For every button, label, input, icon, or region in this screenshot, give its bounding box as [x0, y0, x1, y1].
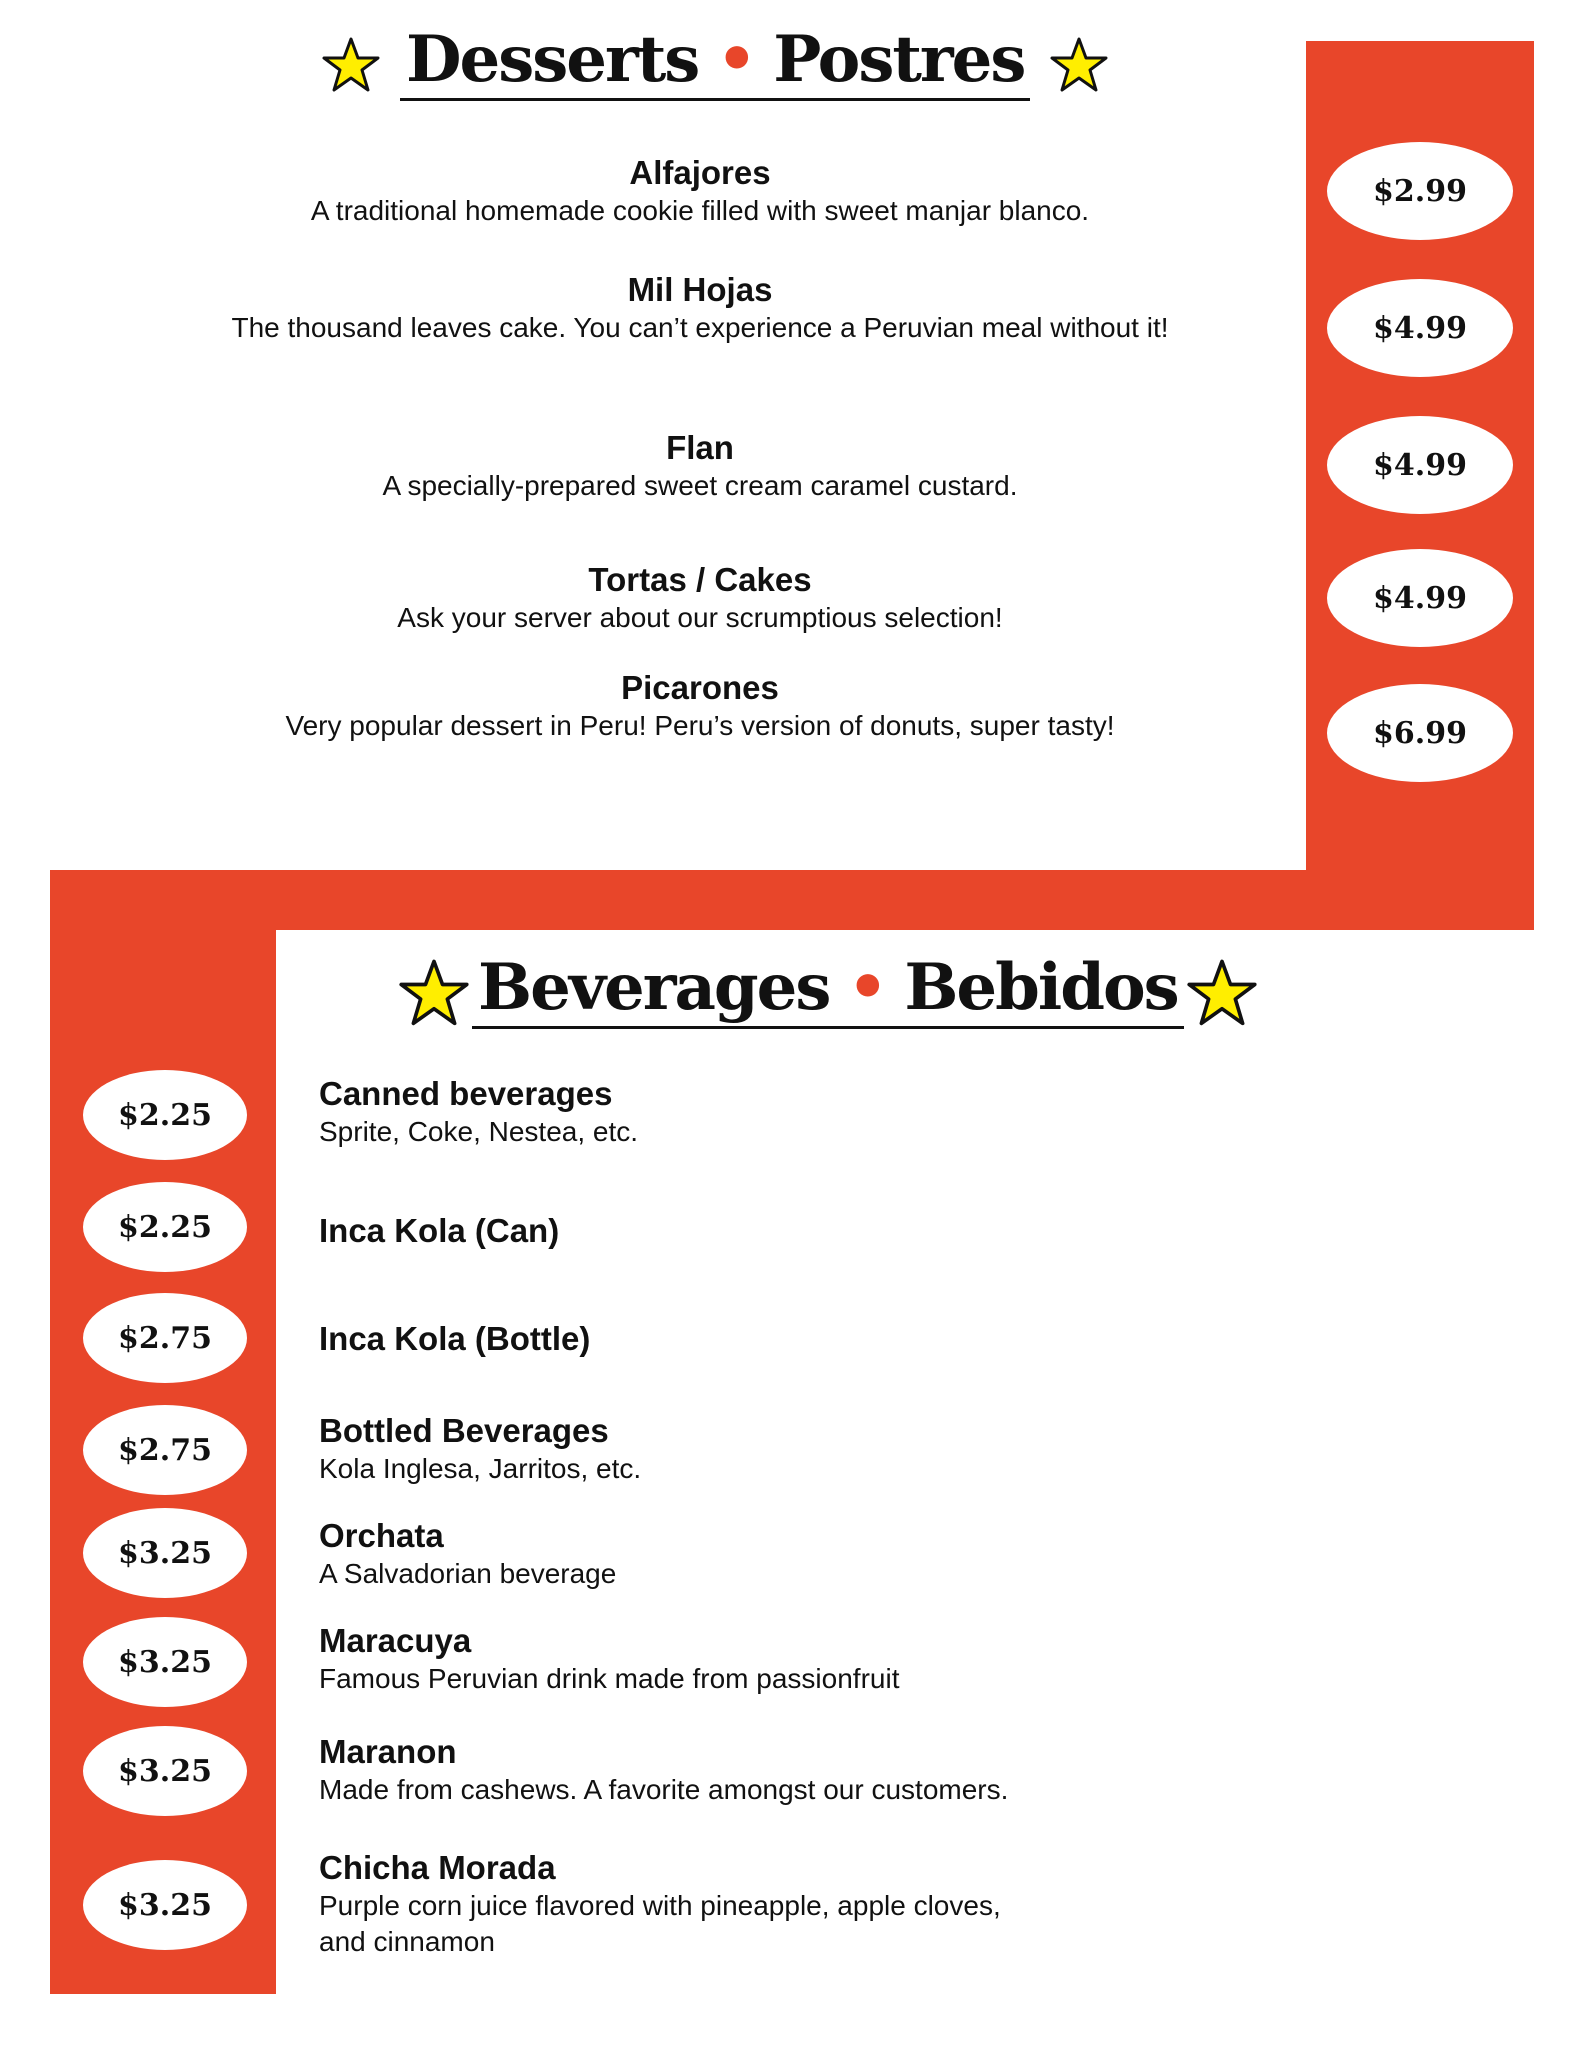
dessert-item [150, 153, 1250, 229]
item-name: Bottled Beverages [319, 1412, 609, 1449]
price-badge: $2.75 [83, 1405, 247, 1495]
item-name: Alfajores [629, 154, 771, 191]
beverage-item [319, 1319, 1219, 1359]
beverage-item [319, 1411, 1219, 1487]
beverage-item [319, 1732, 1219, 1808]
item-description: A Salvadorian beverage [319, 1558, 617, 1589]
beverage-item [319, 1621, 1219, 1697]
item-name: Picarones [621, 669, 779, 706]
dessert-item [150, 560, 1250, 636]
beverage-item [319, 1074, 1219, 1150]
beverages-heading [398, 950, 1258, 1029]
item-description-continued: and cinnamon [319, 1926, 495, 1957]
item-name: Mil Hojas [627, 271, 773, 308]
item-name: Canned beverages [319, 1075, 613, 1112]
beverages-title [472, 950, 1184, 1029]
item-description: Made from cashews. A favorite amongst our customers. [319, 1774, 1009, 1805]
star-icon [322, 37, 380, 93]
item-description: Kola Inglesa, Jarritos, etc. [319, 1453, 642, 1484]
price-badge: $3.25 [83, 1508, 247, 1598]
item-description: Sprite, Coke, Nestea, etc. [319, 1116, 639, 1147]
price-badge: $2.99 [1327, 142, 1513, 240]
dessert-item [150, 428, 1250, 504]
title-separator: • [847, 950, 887, 1025]
item-description: Purple corn juice flavored with pineapple, apple cloves, [319, 1890, 1001, 1921]
beverage-item [319, 1848, 1219, 1960]
price-badge: $3.25 [83, 1860, 247, 1950]
item-name: Inca Kola (Bottle) [319, 1320, 591, 1357]
beverage-item [319, 1516, 1219, 1592]
desserts-title [400, 22, 1030, 101]
item-description: Famous Peruvian drink made from passionfruit [319, 1663, 900, 1694]
item-name: Tortas / Cakes [588, 561, 812, 598]
item-description: Ask your server about our scrumptious selection! [397, 602, 1003, 633]
item-description: Very popular dessert in Peru! Peru’s version of donuts, super tasty! [285, 710, 1115, 741]
price-badge: $3.25 [83, 1726, 247, 1816]
price-badge: $3.25 [83, 1617, 247, 1707]
desserts-heading [322, 22, 1108, 101]
star-icon [398, 959, 470, 1027]
desserts-title-en: Desserts [406, 22, 699, 97]
item-description: The thousand leaves cake. You can’t experience a Peruvian meal without it! [231, 312, 1169, 343]
item-name: Inca Kola (Can) [319, 1212, 560, 1249]
item-name: Flan [666, 429, 734, 466]
price-badge: $2.25 [83, 1182, 247, 1272]
item-description: A specially-prepared sweet cream caramel custard. [382, 470, 1018, 501]
beverage-item [319, 1211, 1219, 1251]
star-icon [1186, 959, 1258, 1027]
title-separator: • [716, 22, 756, 97]
item-name: Orchata [319, 1517, 444, 1554]
price-badge: $2.25 [83, 1070, 247, 1160]
dessert-item [150, 270, 1250, 346]
price-badge: $4.99 [1327, 279, 1513, 377]
beverages-title-es: Bebidos [904, 950, 1178, 1025]
item-name: Chicha Morada [319, 1849, 556, 1886]
beverages-title-en: Beverages [478, 950, 830, 1025]
dessert-item [150, 668, 1250, 744]
star-icon [1050, 37, 1108, 93]
desserts-title-es: Postres [773, 22, 1025, 97]
price-badge: $2.75 [83, 1293, 247, 1383]
item-description: A traditional homemade cookie filled with sweet manjar blanco. [310, 195, 1090, 226]
price-badge: $4.99 [1327, 416, 1513, 514]
item-name: Maranon [319, 1733, 457, 1770]
price-badge: $6.99 [1327, 684, 1513, 782]
item-name: Maracuya [319, 1622, 472, 1659]
price-badge: $4.99 [1327, 549, 1513, 647]
